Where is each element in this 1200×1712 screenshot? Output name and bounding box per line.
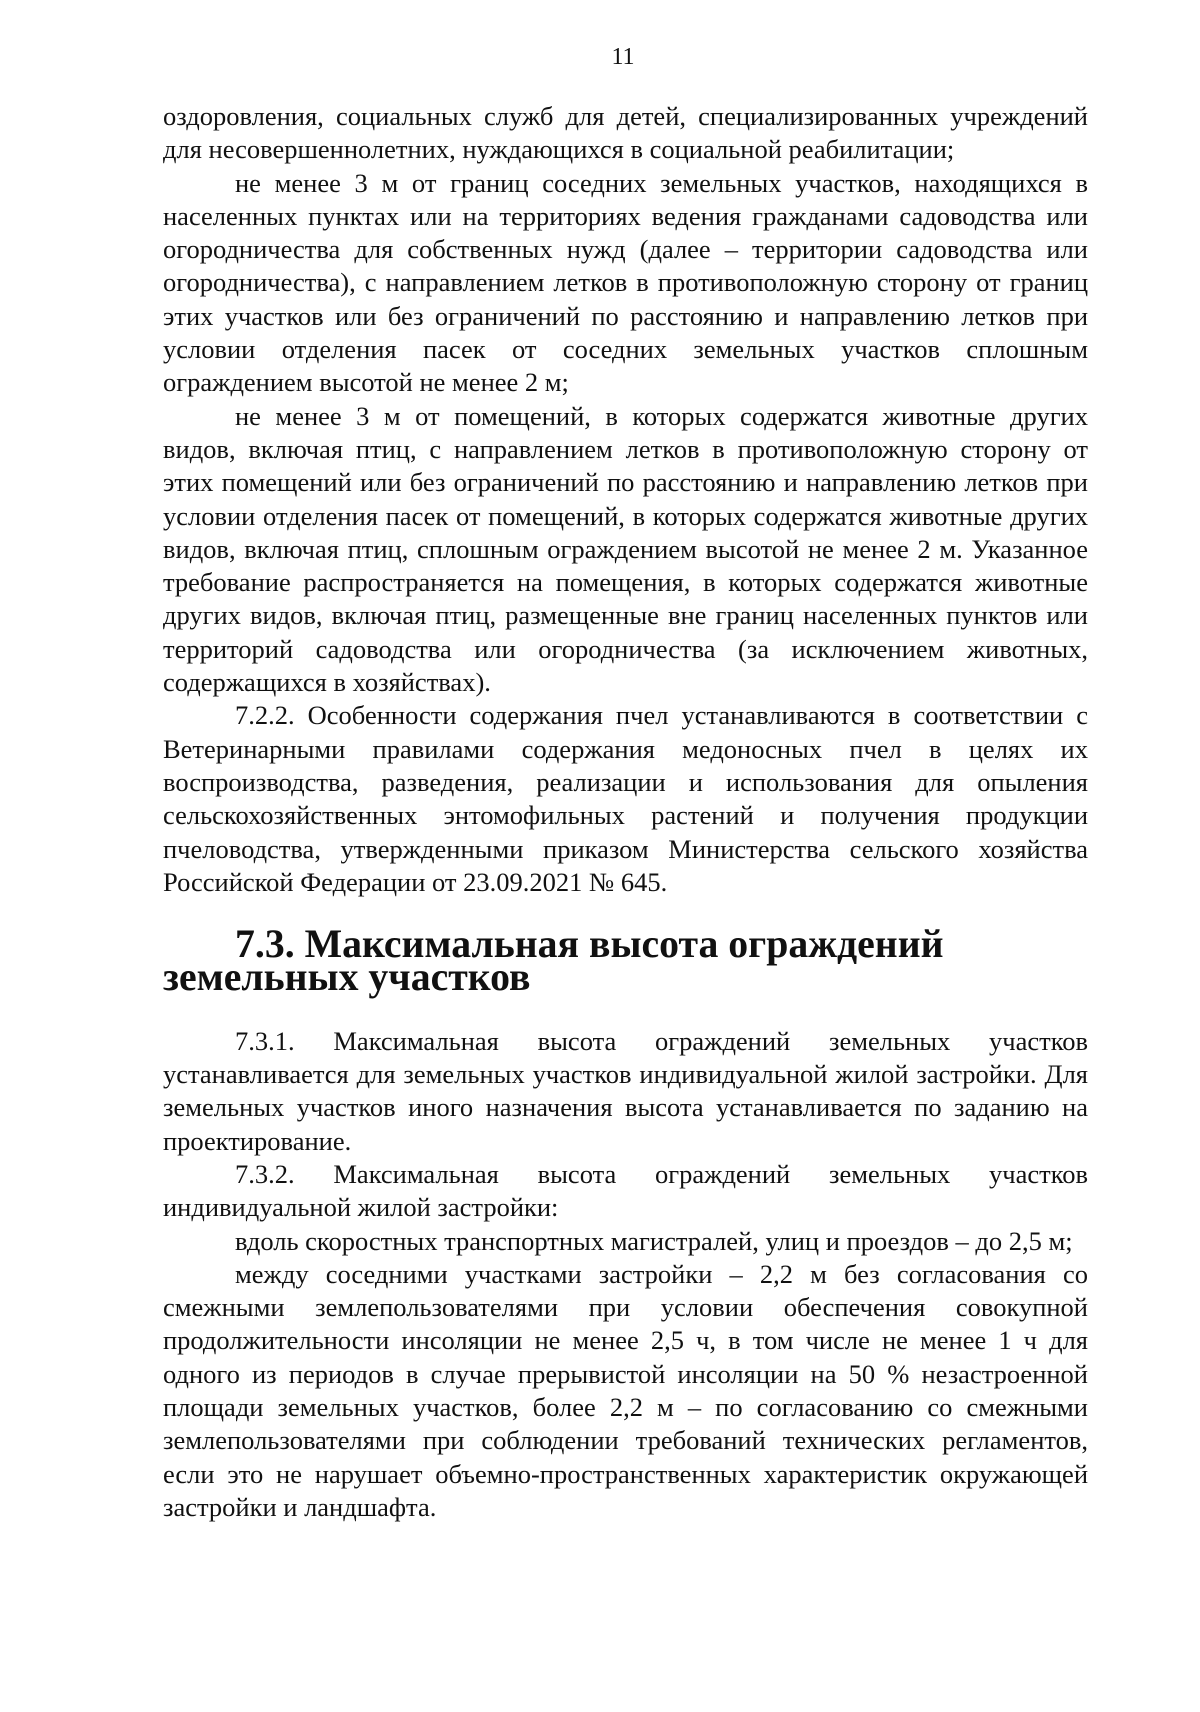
paragraph-7-2-2: 7.2.2. Особенности содержания пчел устанавливаются в соответствии с Ветеринарными правилами содержания медоносных пчел в целях их воспроизводства, разведения, реализации и использования для опыления сельскохозяйственных энтомофильных растений и получения продукции пчеловодства, утвержденными приказом Министерства сельского хозяйства Российской Федерации от 23.09.2021 № 645. bbox=[163, 700, 1088, 897]
paragraph-between-plots: между соседними участками застройки – 2,2 м без согласования со смежными землепользователями при условии обеспечения совокупной продолжительности инсоляции не менее 2,5 ч, в том числе не менее 1 ч для одного из периодов в случае прерывистой инсоляции на 50 % незастроенной площади земельных участков, более 2,2 м – по согласованию со смежными землепользователями при соблюдении требований технических регламентов, если это не нарушает объемно-пространственных характеристик окружающей застройки и ландшафта. bbox=[163, 1258, 1088, 1522]
paragraph-along-roads: вдоль скоростных транспортных магистралей, улиц и проездов – до 2,5 м; bbox=[235, 1225, 1073, 1256]
document-body bbox=[163, 100, 1088, 1524]
page-number: 11 bbox=[611, 44, 635, 70]
paragraph-continuation: оздоровления, социальных служб для детей, специализированных учреждений для несовершеннолетних, нуждающихся в социальной реабилитации; bbox=[163, 101, 1088, 165]
paragraph-neighbor-plots: не менее 3 м от границ соседних земельных участков, находящихся в населенных пунктах или на территориях ведения гражданами садоводства или огородничества для собственных нужд (далее – территории садоводства или огородничества), с направлением летков в противоположную сторону от границ этих участков или без ограничений по расстоянию и направлению летков при условии отделения пасек от соседних земельных участков сплошным ограждением высотой не менее 2 м; bbox=[163, 167, 1088, 398]
paragraph-animal-premises: не менее 3 м от помещений, в которых содержатся животные других видов, включая птиц, с направлением летков в противоположную сторону от этих помещений или без ограничений по расстоянию и направлению летков при условии отделения пасек от помещений, в которых содержатся животные других видов, включая птиц, сплошным ограждением высотой не менее 2 м. Указанное требование распространяется на помещения, в которых содержатся животные других видов, включая птиц, размещенные вне границ населенных пунктов или территорий садоводства или огородничества (за исключением животных, содержащихся в хозяйствах). bbox=[163, 400, 1088, 698]
section-heading-7-3: 7.3. Максимальная высота ограждений земельных участков bbox=[163, 922, 944, 1000]
paragraph-7-3-1: 7.3.1. Максимальная высота ограждений земельных участков устанавливается для земельных участков индивидуальной жилой застройки. Для земельных участков иного назначения высота устанавливается по заданию на проектирование. bbox=[163, 1025, 1088, 1156]
paragraph-7-3-2: 7.3.2. Максимальная высота ограждений земельных участков индивидуальной жилой застройки: bbox=[163, 1158, 1088, 1223]
